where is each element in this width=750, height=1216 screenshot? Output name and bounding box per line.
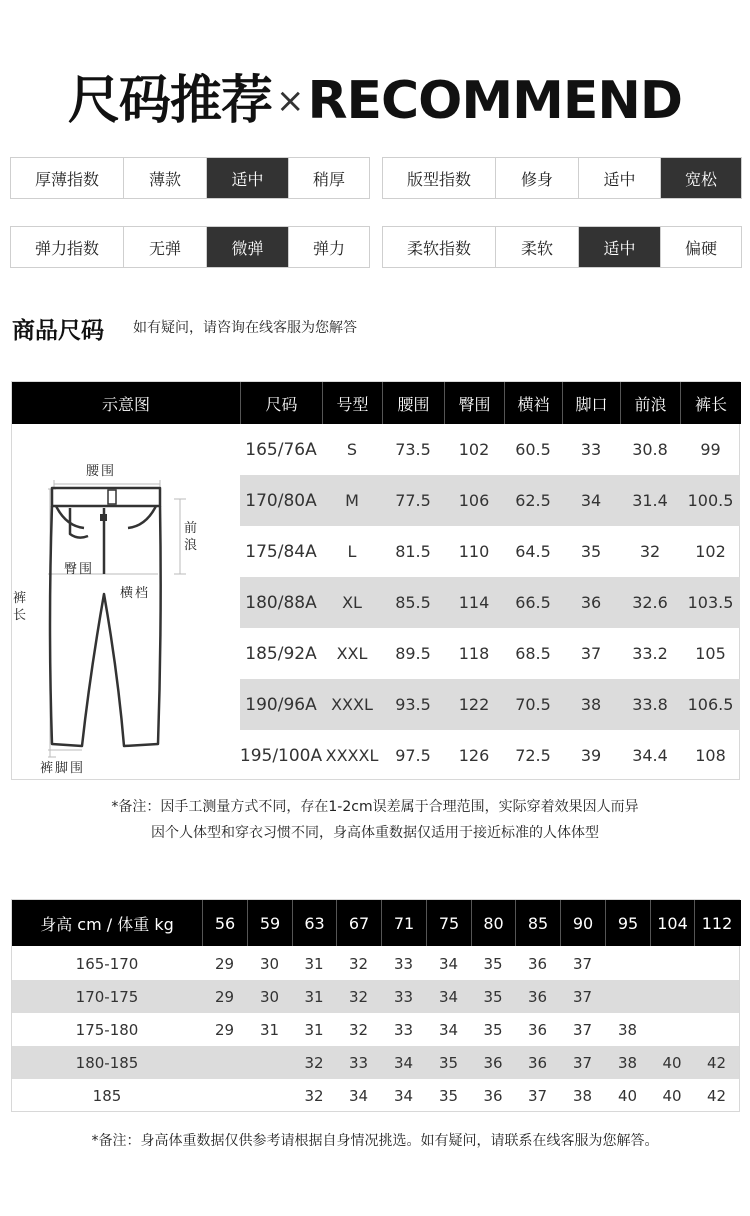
attribute-option: 适中 — [578, 227, 660, 267]
attribute-group — [10, 226, 370, 268]
size-header-cell: 前浪 — [620, 382, 680, 424]
attribute-option: 偏硬 — [660, 227, 741, 267]
weight-header-cell: 104 — [650, 900, 694, 946]
page-header — [0, 58, 750, 133]
size-cell: 122 — [458, 695, 490, 714]
attribute-option: 宽松 — [660, 158, 741, 198]
weight-size-cell: 38 — [617, 1020, 638, 1039]
height-weight-table — [11, 899, 740, 1112]
weight-size-cell: 32 — [348, 954, 369, 973]
size-cell: S — [346, 440, 358, 459]
size-header-cell: 横裆 — [504, 382, 562, 424]
weight-size-cell: 34 — [393, 1086, 414, 1105]
size-cell: 175/84A — [245, 541, 317, 562]
attribute-group — [382, 157, 742, 199]
size-row — [240, 679, 740, 730]
attribute-option: 微弹 — [206, 227, 288, 267]
weight-size-cell: 31 — [259, 1020, 280, 1039]
size-cell: 37 — [580, 644, 602, 663]
size-cell: 64.5 — [515, 542, 551, 561]
size-cell: 185/92A — [245, 643, 317, 664]
height-cell: 165-170 — [75, 954, 139, 973]
height-weight-row — [12, 1013, 739, 1046]
attribute-option: 薄款 — [123, 158, 206, 198]
attribute-label: 柔软指数 — [406, 238, 471, 258]
size-table — [11, 381, 740, 780]
size-row — [240, 424, 740, 475]
weight-size-cell: 35 — [483, 954, 503, 973]
size-cell: 114 — [458, 593, 490, 612]
weight-size-cell: 31 — [304, 1020, 324, 1039]
size-cell: 73.5 — [395, 440, 431, 459]
size-cell: 77.5 — [395, 491, 431, 510]
weight-size-cell: 34 — [393, 1053, 414, 1072]
size-cell: 68.5 — [515, 644, 551, 663]
size-cell: 38 — [580, 695, 602, 714]
size-header-cell: 脚口 — [562, 382, 620, 424]
weight-size-cell — [605, 980, 650, 1013]
weight-header-cell: 63 — [292, 900, 336, 946]
pants-diagram — [12, 424, 240, 780]
weight-size-cell: 30 — [259, 987, 280, 1006]
size-cell: 36 — [580, 593, 602, 612]
thigh-label: 横档 — [120, 586, 151, 601]
height-weight-header — [12, 900, 741, 946]
weight-size-cell: 36 — [527, 954, 548, 973]
size-cell: 33.8 — [632, 695, 668, 714]
waist-label: 腰围 — [86, 464, 117, 479]
size-cell: 102 — [695, 542, 726, 561]
size-cell: 102 — [458, 440, 490, 459]
attribute-label: 厚薄指数 — [34, 169, 99, 189]
attribute-group — [382, 226, 742, 268]
size-cell: 93.5 — [395, 695, 431, 714]
attribute-option: 修身 — [495, 158, 578, 198]
height-cell: 180-185 — [75, 1053, 139, 1072]
attribute-option: 柔软 — [495, 227, 578, 267]
size-cell: 180/88A — [245, 592, 317, 613]
weight-header-cell: 75 — [426, 900, 471, 946]
remark-line-1: *备注：因手工测量方式不同，存在1-2cm误差属于合理范围，实际穿着效果因人而异 — [111, 799, 639, 815]
size-cell: 33.2 — [632, 644, 668, 663]
weight-size-cell: 34 — [438, 1020, 459, 1039]
attribute-label: 弹力指数 — [34, 238, 99, 258]
size-cell: 32 — [639, 542, 661, 561]
title-cn: 尺码推荐 — [67, 71, 272, 131]
height-weight-row — [12, 980, 739, 1013]
size-row — [240, 628, 740, 679]
size-row — [240, 475, 740, 526]
size-cell: 106 — [458, 491, 490, 510]
weight-size-cell: 42 — [706, 1053, 727, 1072]
weight-size-cell: 40 — [617, 1086, 638, 1105]
weight-header-cell: 90 — [560, 900, 605, 946]
height-weight-row — [12, 1079, 739, 1112]
size-cell: 170/80A — [245, 490, 317, 511]
weight-size-cell — [247, 1046, 292, 1079]
size-cell: 118 — [458, 644, 490, 663]
attribute-option: 适中 — [578, 158, 660, 198]
weight-header-cell: 67 — [336, 900, 381, 946]
weight-header-cell: 95 — [605, 900, 650, 946]
weight-size-cell — [247, 1079, 292, 1112]
weight-size-cell: 42 — [706, 1086, 727, 1105]
size-table-header — [12, 382, 741, 424]
weight-size-cell: 33 — [393, 987, 414, 1006]
size-cell: 81.5 — [395, 542, 431, 561]
size-cell: 39 — [580, 746, 602, 765]
page-title — [0, 58, 750, 133]
hem-label: 裤脚围 — [40, 761, 86, 776]
size-cell: 35 — [580, 542, 602, 561]
size-cell: 105 — [695, 644, 726, 663]
weight-size-cell — [650, 947, 694, 980]
size-cell: 70.5 — [515, 695, 551, 714]
size-row — [240, 577, 740, 628]
title-en: RECOMMEND — [307, 71, 683, 131]
attribute-option: 弹力 — [288, 227, 369, 267]
weight-size-cell: 36 — [527, 987, 548, 1006]
weight-header-cell: 56 — [202, 900, 247, 946]
weight-size-cell: 32 — [348, 987, 369, 1006]
weight-size-cell: 36 — [483, 1086, 503, 1105]
size-header-cell: 裤长 — [680, 382, 741, 424]
size-cell: 34 — [580, 491, 602, 510]
size-cell: M — [345, 491, 359, 510]
attribute-group — [10, 157, 370, 199]
weight-size-cell: 37 — [572, 954, 593, 973]
size-cell: 106.5 — [687, 695, 734, 714]
weight-size-cell: 37 — [527, 1086, 548, 1105]
section-title: 商品尺码 — [12, 318, 104, 344]
weight-header-cell: 85 — [515, 900, 560, 946]
weight-size-cell: 31 — [304, 954, 324, 973]
attribute-label: 版型指数 — [406, 169, 471, 189]
size-cell: 33 — [580, 440, 602, 459]
weight-size-cell: 32 — [348, 1020, 369, 1039]
remark-bottom: *备注：身高体重数据仅供参考请根据自身情况挑选。如有疑问，请联系在线客服为您解答。 — [91, 1133, 659, 1149]
weight-size-cell: 33 — [348, 1053, 369, 1072]
weight-header-cell: 80 — [471, 900, 515, 946]
weight-size-cell: 33 — [393, 954, 414, 973]
size-header-cell: 号型 — [322, 382, 382, 424]
weight-size-cell: 36 — [527, 1053, 548, 1072]
size-cell: 66.5 — [515, 593, 551, 612]
weight-header-cell: 71 — [381, 900, 426, 946]
weight-size-cell: 34 — [438, 954, 459, 973]
weight-size-cell — [605, 947, 650, 980]
size-cell: L — [347, 542, 357, 561]
weight-size-cell: 32 — [304, 1086, 324, 1105]
weight-size-cell: 29 — [214, 1020, 235, 1039]
weight-size-cell: 37 — [572, 1020, 593, 1039]
weight-size-cell: 35 — [483, 987, 503, 1006]
size-cell: 99 — [700, 440, 721, 459]
size-cell: 34.4 — [632, 746, 668, 765]
height-cell: 175-180 — [75, 1020, 139, 1039]
size-cell: XL — [342, 593, 362, 612]
size-cell: XXL — [336, 644, 368, 663]
height-weight-row — [12, 1046, 739, 1079]
size-cell: 190/96A — [245, 694, 317, 715]
attribute-option: 稍厚 — [288, 158, 369, 198]
weight-size-cell: 29 — [214, 954, 235, 973]
height-cell: 185 — [92, 1086, 122, 1105]
weight-size-cell: 35 — [483, 1020, 503, 1039]
size-cell: 72.5 — [515, 746, 551, 765]
size-cell: 30.8 — [632, 440, 668, 459]
weight-size-cell: 31 — [304, 987, 324, 1006]
weight-size-cell: 34 — [348, 1086, 369, 1105]
remark-line-2: 因个人体型和穿衣习惯不同，身高体重数据仅适用于接近标准的人体体型 — [151, 825, 599, 841]
size-header-cell: 尺码 — [240, 382, 322, 424]
weight-size-cell: 40 — [662, 1086, 682, 1105]
size-cell: 31.4 — [632, 491, 668, 510]
weight-size-cell: 38 — [572, 1086, 593, 1105]
size-cell: 85.5 — [395, 593, 431, 612]
weight-size-cell — [694, 947, 739, 980]
size-cell: 62.5 — [515, 491, 551, 510]
title-separator: × — [275, 81, 304, 121]
weight-header-cell: 112 — [694, 900, 739, 946]
size-cell: 195/100A — [239, 745, 323, 766]
weight-size-cell: 30 — [259, 954, 280, 973]
weight-size-cell: 32 — [304, 1053, 324, 1072]
weight-size-cell — [202, 1079, 247, 1112]
weight-size-cell: 37 — [572, 987, 593, 1006]
weight-size-cell: 37 — [572, 1053, 593, 1072]
weight-size-cell — [694, 1013, 739, 1046]
weight-size-cell: 29 — [214, 987, 235, 1006]
size-cell: 108 — [695, 746, 726, 765]
weight-size-cell: 34 — [438, 987, 459, 1006]
weight-size-cell — [650, 980, 694, 1013]
size-cell: 97.5 — [395, 746, 431, 765]
attribute-option: 无弹 — [123, 227, 206, 267]
weight-header-cell: 59 — [247, 900, 292, 946]
size-cell: 126 — [458, 746, 490, 765]
size-row — [240, 526, 740, 577]
weight-header-corner: 身高 cm / 体重 kg — [40, 914, 174, 934]
hip-label: 臀围 — [64, 562, 95, 577]
size-cell: 89.5 — [395, 644, 431, 663]
weight-size-cell: 35 — [438, 1053, 459, 1072]
weight-size-cell — [202, 1046, 247, 1079]
size-row — [240, 730, 740, 781]
front-rise-label: 前 浪 — [184, 521, 198, 553]
weight-size-cell: 38 — [617, 1053, 638, 1072]
size-cell: 165/76A — [245, 439, 317, 460]
weight-size-cell: 40 — [662, 1053, 682, 1072]
pants-illustration — [12, 424, 240, 780]
size-cell: XXXL — [331, 695, 373, 714]
weight-size-cell: 36 — [483, 1053, 503, 1072]
section-note: 如有疑问，请咨询在线客服为您解答 — [133, 320, 357, 336]
weight-size-cell — [650, 1013, 694, 1046]
size-header-cell: 臀围 — [444, 382, 504, 424]
size-cell: 60.5 — [515, 440, 551, 459]
size-cell: XXXXL — [325, 746, 379, 765]
size-header-cell: 示意图 — [101, 394, 150, 414]
size-cell: 32.6 — [632, 593, 668, 612]
height-cell: 170-175 — [75, 987, 139, 1006]
weight-size-cell: 36 — [527, 1020, 548, 1039]
size-cell: 100.5 — [687, 491, 734, 510]
weight-size-cell: 35 — [438, 1086, 459, 1105]
height-weight-row — [12, 947, 739, 980]
size-cell: 103.5 — [687, 593, 734, 612]
weight-size-cell: 33 — [393, 1020, 414, 1039]
weight-size-cell — [694, 980, 739, 1013]
length-label: 裤 长 — [13, 591, 27, 623]
size-header-cell: 腰围 — [382, 382, 444, 424]
attribute-option: 适中 — [206, 158, 288, 198]
size-cell: 110 — [458, 542, 490, 561]
